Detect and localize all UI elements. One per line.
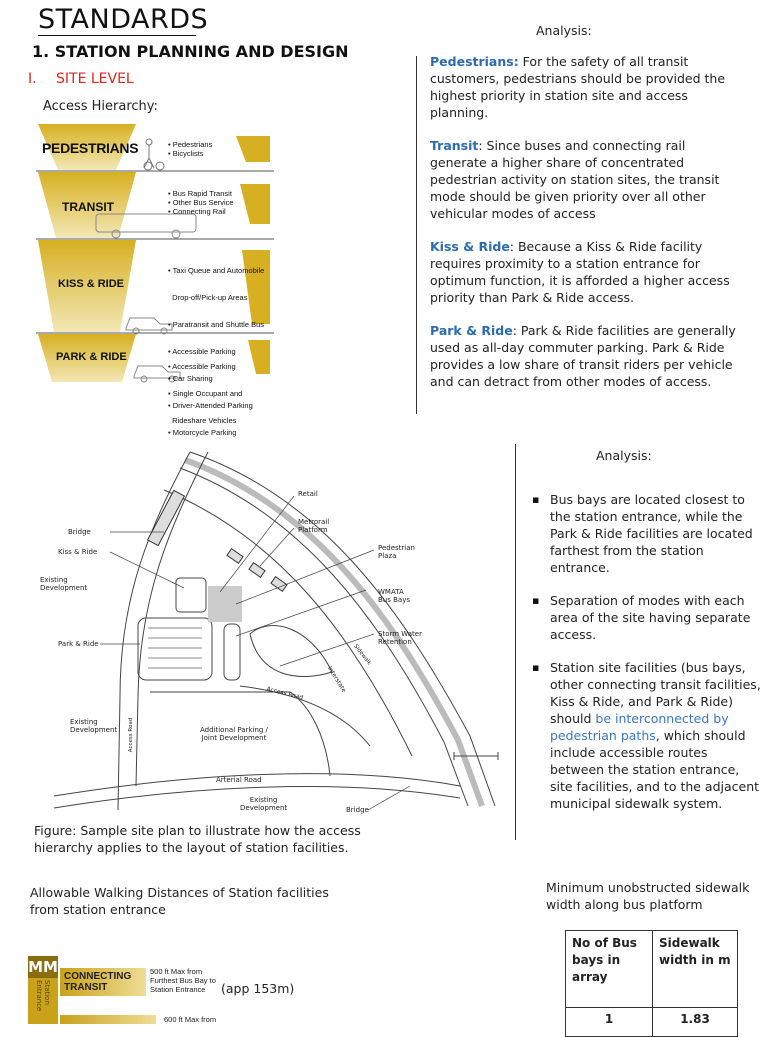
highlight-text: be interconnected by pedestrian paths xyxy=(550,711,729,743)
bullet-text: Station site facilities (bus bays, other connecting transit facilities, Kiss & Ride, and Park & Ride) should xyxy=(550,660,761,726)
sidewalk-table xyxy=(565,930,738,1037)
label-line: Storm Water xyxy=(378,630,422,638)
label-line: Development xyxy=(240,804,288,812)
label-line: Development xyxy=(40,584,88,592)
connecting-transit-label: CONNECTING TRANSIT xyxy=(64,971,132,993)
col-header-bus-bays: No of Bus bays in array xyxy=(566,931,653,1008)
car-pictogram-1 xyxy=(126,318,172,334)
analysis-2-list xyxy=(530,491,762,812)
hier-item: • Bicyclists xyxy=(168,149,204,158)
label-line: Existing xyxy=(40,576,68,584)
tier-transit: TRANSIT xyxy=(62,200,114,214)
label-metrorail-platform xyxy=(298,518,329,534)
tier-items-park-ride xyxy=(168,344,242,443)
label-wmata-bus-bays xyxy=(378,588,410,604)
sidewalk-table-wrap xyxy=(565,930,738,1037)
hier-item: • Driver-Attended Parking xyxy=(168,401,253,410)
label-existing-development-1 xyxy=(40,576,87,592)
site-plan-figure xyxy=(40,446,510,820)
second-note: 600 ft Max from xyxy=(164,1015,217,1024)
column-divider-2 xyxy=(515,444,516,840)
label-additional-parking xyxy=(200,726,268,742)
label-line: Additional Parking / xyxy=(200,726,268,734)
label-line: Metrorail xyxy=(298,518,330,526)
title-underline xyxy=(38,35,196,36)
label-line: Existing xyxy=(70,718,98,726)
analysis-2-body xyxy=(530,491,762,828)
hier-item: • Motorcycle Parking xyxy=(168,428,237,437)
access-hierarchy-label: Access Hierarchy: xyxy=(43,99,158,114)
access-hierarchy-diagram xyxy=(36,122,274,437)
hier-item: • Paratransit and Shuttle Bus xyxy=(168,320,265,329)
tier-kiss-ride: KISS & RIDE xyxy=(58,278,125,290)
kw-kiss-ride: Kiss & Ride xyxy=(430,239,510,254)
label-line: Plaza xyxy=(378,552,397,560)
table-row xyxy=(566,1008,738,1037)
label-access-road-2: Access Road xyxy=(128,717,135,753)
label-park-ride: Park & Ride xyxy=(58,640,99,648)
kw-park-ride: Park & Ride xyxy=(430,323,513,338)
section-heading: 1. STATION PLANNING AND DESIGN xyxy=(32,42,349,61)
hier-item: Drop-off/Pick-up Areas xyxy=(168,293,248,302)
subsection-number: I. xyxy=(28,71,37,87)
hier-item: • Taxi Queue and Automobile xyxy=(168,266,265,275)
hier-item: • Pedestrians xyxy=(168,140,213,149)
label-bridge: Bridge xyxy=(68,528,91,536)
bullet-text: Bus bays are located closest to the station entrance, while the Park & Ride facilities are located farthest from the station entrance. xyxy=(550,492,753,575)
label-line: Bus Bays xyxy=(378,596,410,604)
label-line: Development xyxy=(70,726,118,734)
label-access-road: Access Road xyxy=(265,685,304,702)
para-text: : Because a Kiss & Ride facility requires proximity to a station entrance for optimum function, it is afforded a higher access priority than Park & Ride access. xyxy=(430,239,730,305)
hier-item: • Bus Rapid Transit xyxy=(168,189,232,198)
tier-park-ride: PARK & RIDE xyxy=(56,351,127,363)
analysis-bullet xyxy=(530,659,762,812)
analysis-heading-2: Analysis: xyxy=(596,448,652,463)
pedestrian-pictogram xyxy=(144,139,164,170)
tier-items-transit xyxy=(168,189,234,216)
site-plan-graphic xyxy=(40,446,510,820)
kw-transit: Transit xyxy=(430,138,479,153)
analysis-bullet xyxy=(530,592,762,643)
walking-distance-heading: Allowable Walking Distances of Station facilities from station entrance xyxy=(30,885,329,917)
table-header-row xyxy=(566,931,738,1008)
connecting-transit-bar xyxy=(60,968,146,996)
plan-bg xyxy=(54,454,506,810)
figure-caption: Figure: Sample site plan to illustrate how the access hierarchy applies to the layout of station facilities. xyxy=(34,823,361,855)
label-line: WMATA xyxy=(378,588,404,596)
hier-item: • Car Sharing xyxy=(168,374,213,383)
sidewalk-heading: Minimum unobstructed sidewalk width along bus platform xyxy=(546,880,750,912)
label-line: Pedestrian xyxy=(378,544,415,552)
label-existing-development-3 xyxy=(240,796,287,812)
label-kiss-ride: Kiss & Ride xyxy=(58,548,98,556)
station-entrance-pylon xyxy=(28,956,58,1024)
hier-item: • Single Occupant and xyxy=(168,389,243,398)
para-text: For the safety of all transit customers, pedestrians should be provided the highest priority in station site and access planning. xyxy=(430,54,726,120)
hier-item: Rideshare Vehicles xyxy=(168,416,237,425)
cell-width: 1.83 xyxy=(653,1008,738,1037)
analysis-bullet xyxy=(530,491,762,576)
label-line: Existing xyxy=(249,796,278,804)
distance-metric: (app 153m) xyxy=(221,981,295,996)
para-text: : Since buses and connecting rail generate a higher share of concentrated pedestrian activity on station sites, the transit mode should be given priority over all other vehicular modes of access xyxy=(430,138,720,221)
cell-bays: 1 xyxy=(566,1008,653,1037)
hier-item: • Accessible Parking xyxy=(168,347,236,356)
label-line: Joint Development xyxy=(201,734,267,742)
label-storm-water xyxy=(378,630,422,646)
label-pedestrian-plaza xyxy=(378,544,415,560)
wedge-2 xyxy=(240,184,270,224)
analysis-para-park-ride xyxy=(430,322,740,390)
bullet-text: , which should include accessible routes between the station entrance, site facilities, and to the adjacent municipal sidewalk system. xyxy=(550,728,760,811)
tier-pedestrians: PEDESTRIANS xyxy=(42,140,139,156)
col-header-width: Sidewalk width in m xyxy=(653,931,738,1008)
label-bridge-2: Bridge xyxy=(346,806,369,814)
subsection-title: SITE LEVEL xyxy=(56,71,134,87)
analysis-1-body xyxy=(430,53,740,390)
pylon-text: Station Entrance xyxy=(35,980,51,1012)
analysis-para-kiss-ride xyxy=(430,238,740,306)
tier-items-pedestrians xyxy=(168,140,212,158)
wedge-1 xyxy=(236,136,270,162)
hier-item: • Accessible Parking xyxy=(168,362,236,371)
second-bar xyxy=(60,1015,156,1024)
label-retail: Retail xyxy=(298,490,318,498)
para-text: : Park & Ride facilities are generally used as all-day commuter parking. Park & Ride provides a low share of transit riders per vehicle and can detract from other modes of access. xyxy=(430,323,736,389)
analysis-para-transit xyxy=(430,137,740,222)
page-title: STANDARDS xyxy=(38,4,209,35)
column-divider-1 xyxy=(416,56,417,414)
analysis-para-pedestrians xyxy=(430,53,740,121)
label-sidewalk: Sidewalk xyxy=(352,643,373,667)
label-arterial-road: Arterial Road xyxy=(216,776,262,784)
analysis-heading-1: Analysis: xyxy=(536,23,592,38)
hier-item: • Connecting Rail xyxy=(168,207,226,216)
label-interstate: Interstate xyxy=(325,665,348,694)
label-line: Retention xyxy=(378,638,412,646)
metro-logo: MM xyxy=(28,958,58,976)
subsection-heading xyxy=(28,71,134,87)
label-line: Platform xyxy=(298,526,328,534)
label-existing-development-2 xyxy=(70,718,117,734)
connecting-transit-note: 500 ft Max from Furthest Bus Bay to Station Entrance xyxy=(150,967,216,994)
hier-item: • Other Bus Service xyxy=(168,198,234,207)
kw-pedestrians: Pedestrians: xyxy=(430,54,519,69)
bullet-text: Separation of modes with each area of the site having separate access. xyxy=(550,593,751,642)
